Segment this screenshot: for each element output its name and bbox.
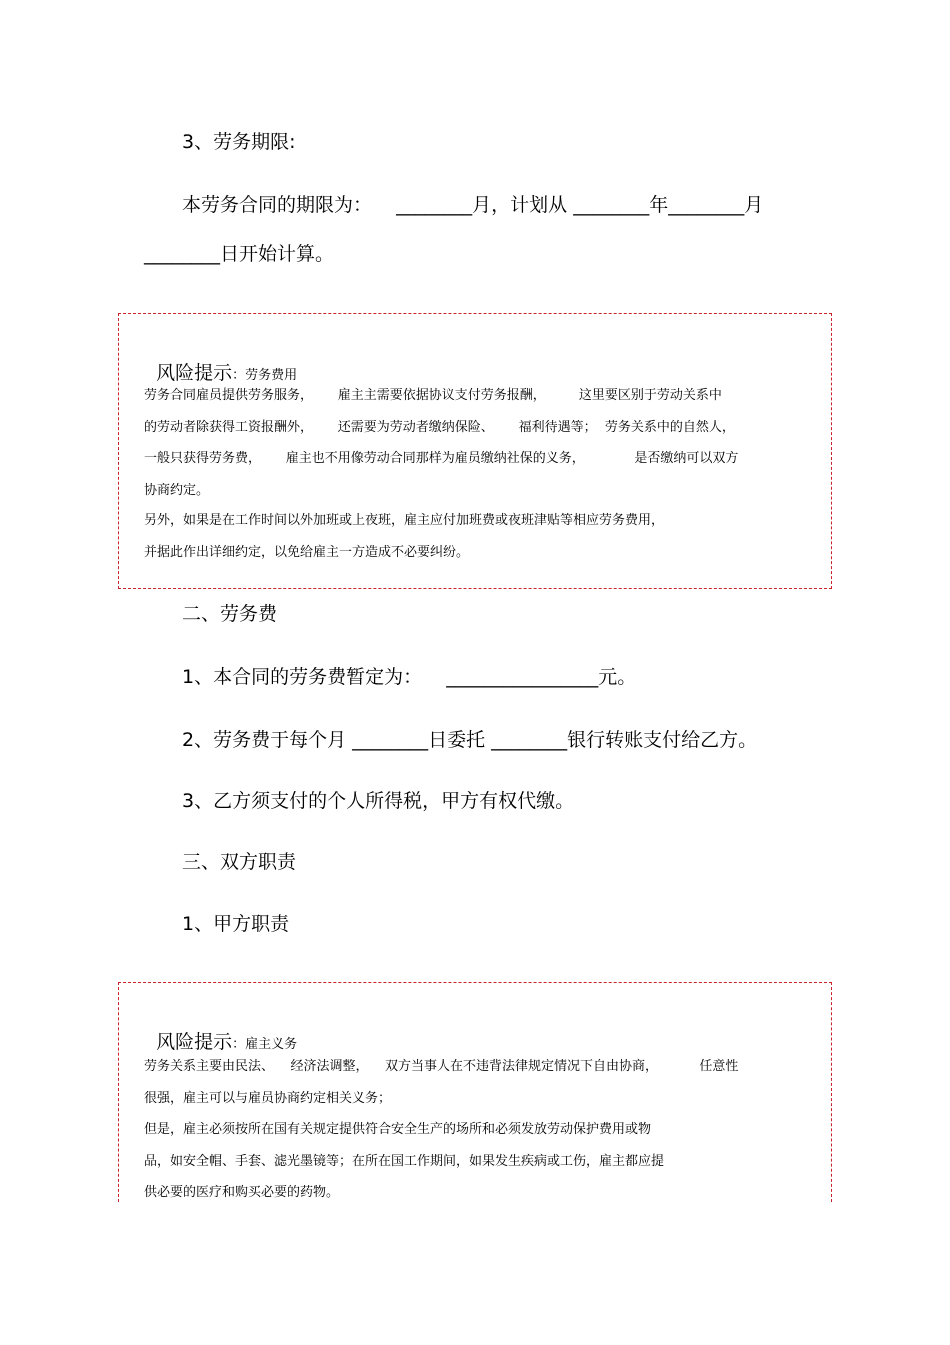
fee-item-3: 3、乙方须支付的个人所得税，甲方有权代缴。 [182, 790, 575, 812]
risk-box-duties-line: 品，如安全帽、手套、滤光墨镜等；在所在国工作期间，如果发生疾病或工伤，雇主都应提 [144, 1154, 665, 1169]
term-heading: 3、劳务期限: [182, 131, 296, 153]
term-line-1: 本劳务合同的期限为： ________月，计划从 ________年________月 [182, 194, 764, 216]
risk-box-duties-title [144, 1014, 297, 1052]
risk-box-fees-line: 另外，如果是在工作时间以外加班或上夜班，雇主应付加班费或夜班津贴等相应劳务费用， [144, 513, 665, 528]
fee-item-1: 1、本合同的劳务费暂定为： ________________元。 [182, 666, 637, 688]
risk-box-duties-line: 但是，雇主必须按所在国有关规定提供符合安全生产的场所和必须发放劳动保护费用或物 [144, 1122, 652, 1137]
risk-box-fees-line: 劳务合同雇员提供劳务服务， 雇主主需要依据协议支付劳务报酬， 这里要区别于劳动关系中 [144, 388, 722, 403]
fee-heading: 二、劳务费 [182, 603, 278, 625]
risk-title: 风险提示 [156, 362, 233, 384]
risk-title: 风险提示 [156, 1031, 233, 1053]
risk-box-fees-line: 一般只获得劳务费， 雇主也不用像劳动合同那样为雇员缴纳社保的义务， 是否缴纳可以双方 [144, 451, 739, 466]
risk-subtitle: 劳务费用 [245, 368, 298, 383]
risk-box-duties-line: 劳务关系主要由民法、 经济法调整， 双方当事人在不违背法律规定情况下自由协商， 任意性 [144, 1059, 739, 1074]
risk-box-fees-line: 协商约定。 [144, 483, 210, 498]
risk-title-separator: ： [232, 1037, 246, 1052]
risk-title-separator: ： [232, 368, 246, 383]
duties-item-1: 1、甲方职责 [182, 913, 290, 935]
risk-subtitle: 雇主义务 [245, 1037, 298, 1052]
fee-item-2: 2、劳务费于每个月 ________日委托 ________银行转账支付给乙方。 [182, 729, 758, 751]
risk-box-duties-line: 供必要的医疗和购买必要的药物。 [144, 1185, 340, 1200]
risk-box-duties-line: 很强，雇主可以与雇员协商约定相关义务； [144, 1091, 392, 1106]
term-line-2: ________日开始计算。 [144, 243, 335, 265]
risk-box-fees-title [144, 345, 297, 383]
duties-heading: 三、双方职责 [182, 851, 297, 873]
risk-box-fees-line: 的劳动者除获得工资报酬外， 还需要为劳动者缴纳保险、 福利待遇等； 劳务关系中的自然人， [144, 420, 735, 435]
risk-box-fees-line: 并据此作出详细约定，以免给雇主一方造成不必要纠纷。 [144, 545, 470, 560]
